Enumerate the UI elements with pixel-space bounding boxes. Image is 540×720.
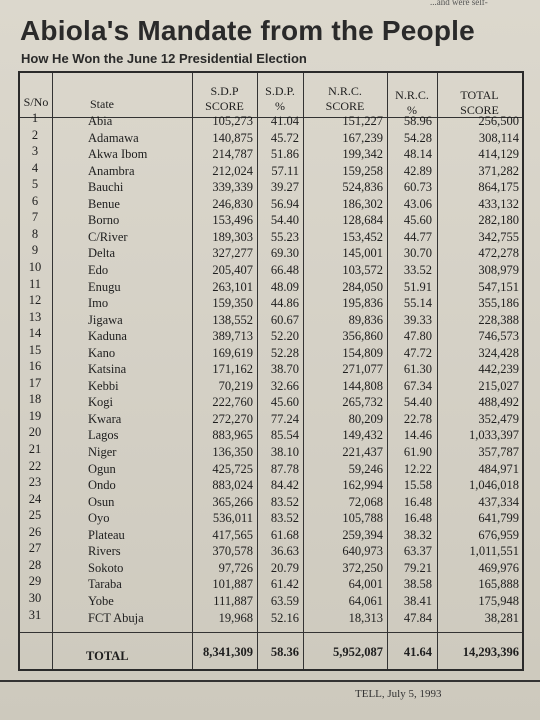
row-state: Kebbi	[88, 378, 119, 393]
row-sdp-score: 153,496	[212, 213, 253, 228]
row-nrc-pct: 61.90	[403, 445, 432, 459]
row-sdp-score: 425,725	[212, 461, 253, 476]
row-nrc-score: 144,808	[342, 378, 383, 393]
row-nrc-score: 64,061	[348, 593, 383, 608]
row-nrc-score: 154,809	[342, 345, 383, 360]
row-sno: 31	[28, 607, 42, 622]
row-total-score: 547,151	[478, 279, 519, 294]
header-nrc-score-line2: SCORE	[325, 99, 365, 113]
row-sdp-score: 138,552	[212, 312, 253, 327]
row-nrc-pct: 14.46	[403, 428, 432, 443]
header-state: State	[90, 97, 114, 111]
row-nrc-score: 640,973	[342, 544, 383, 559]
row-nrc-pct: 60.73	[403, 180, 432, 195]
row-nrc-pct: 54.40	[403, 395, 432, 410]
row-nrc-pct: 44.77	[403, 229, 432, 244]
header-sdp-pct-line2: %	[275, 99, 285, 113]
header-nrc-score-line1: N.R.C.	[328, 84, 362, 98]
row-total-score: 676,959	[478, 527, 519, 542]
row-sno: 26	[28, 524, 42, 539]
row-sdp-score: 263,101	[212, 279, 253, 294]
row-sno: 16	[28, 359, 42, 374]
row-nrc-pct: 58.96	[403, 114, 432, 128]
row-nrc-score: 128,684	[342, 213, 383, 228]
row-state: Ondo	[88, 478, 116, 493]
row-state: Kano	[88, 345, 116, 360]
row-sdp-pct: 55.23	[270, 229, 299, 244]
row-state: Imo	[88, 296, 109, 311]
row-state: Enugu	[88, 279, 121, 294]
row-state: Oyo	[88, 511, 110, 526]
row-sdp-pct: 52.28	[270, 345, 299, 360]
totals-divider	[20, 632, 522, 633]
row-nrc-pct: 51.91	[403, 279, 432, 294]
row-total-score: 442,239	[478, 362, 519, 377]
row-sno: 28	[28, 557, 42, 572]
row-sno: 27	[28, 541, 42, 556]
row-sdp-score: 101,887	[212, 577, 253, 592]
row-nrc-score: 162,994	[342, 478, 383, 493]
row-sdp-pct: 20.79	[270, 560, 299, 575]
row-sdp-score: 105,273	[212, 114, 253, 128]
row-total-score: 641,799	[478, 511, 519, 526]
top-strip	[0, 0, 540, 10]
row-sdp-pct: 61.68	[270, 527, 299, 542]
row-sdp-score: 97,726	[218, 560, 253, 575]
row-nrc-pct: 47.80	[403, 329, 432, 344]
row-total-score: 484,971	[478, 461, 519, 476]
header-total-line1: TOTAL	[460, 88, 499, 102]
row-total-score: 469,976	[478, 560, 519, 575]
row-sdp-score: 339,339	[212, 180, 253, 195]
row-sdp-pct: 61.42	[270, 577, 299, 592]
row-state: Sokoto	[88, 560, 124, 575]
row-nrc-score: 18,313	[348, 610, 383, 625]
totals-nrc-score: 5,952,087	[333, 645, 383, 659]
row-total-score: 352,479	[478, 411, 519, 426]
row-sdp-score: 111,887	[213, 593, 253, 608]
row-sdp-pct: 60.67	[270, 312, 299, 327]
row-nrc-score: 199,342	[342, 147, 383, 162]
row-nrc-pct: 61.30	[403, 362, 432, 377]
row-sdp-score: 389,713	[212, 329, 253, 344]
header-sno: S/No	[23, 95, 49, 109]
row-sno: 5	[31, 177, 39, 192]
row-state: Osun	[88, 494, 115, 509]
header-sdp-pct-line1: S.D.P.	[265, 84, 295, 98]
row-nrc-pct: 38.41	[403, 593, 432, 608]
row-sdp-score: 327,277	[212, 246, 253, 261]
row-total-score: 38,281	[484, 610, 519, 625]
row-sno: 13	[28, 309, 42, 324]
row-sno: 9	[31, 243, 39, 258]
header-total-line2: SCORE	[460, 103, 499, 117]
row-sdp-pct: 83.52	[270, 511, 299, 526]
totals-label: TOTAL	[86, 649, 129, 663]
row-sdp-pct: 36.63	[270, 544, 299, 559]
row-sno: 23	[28, 475, 42, 490]
source-credit: TELL, July 5, 1993	[355, 688, 442, 700]
row-nrc-pct: 63.37	[403, 544, 432, 559]
row-sno: 20	[28, 425, 42, 440]
row-nrc-pct: 12.22	[403, 461, 432, 476]
header-sdp-score-line1: S.D.P	[210, 84, 239, 98]
row-state: Benue	[88, 196, 120, 211]
row-sdp-score: 246,830	[212, 196, 253, 211]
row-nrc-score: 145,001	[342, 246, 383, 261]
row-nrc-score: 80,209	[348, 411, 383, 426]
row-nrc-score: 64,001	[348, 577, 383, 592]
row-state: Bauchi	[88, 180, 124, 195]
totals-sdp-pct: 58.36	[270, 645, 299, 659]
header-nrc-pct-line1: N.R.C.	[395, 88, 429, 102]
row-sdp-pct: 54.40	[270, 213, 299, 228]
row-sdp-pct: 66.48	[270, 262, 299, 277]
row-nrc-score: 59,246	[348, 461, 383, 476]
row-total-score: 371,282	[478, 163, 519, 178]
row-state: Edo	[88, 262, 109, 277]
row-sno: 4	[31, 160, 39, 175]
row-nrc-pct: 54.28	[403, 130, 432, 145]
row-sdp-pct: 32.66	[270, 378, 299, 393]
row-sno: 30	[28, 590, 42, 605]
row-nrc-score: 221,437	[342, 445, 383, 459]
row-total-score: 308,979	[478, 262, 519, 277]
row-sdp-score: 365,266	[212, 494, 253, 509]
row-state: Kwara	[88, 411, 122, 426]
row-sdp-score: 136,350	[212, 445, 253, 459]
row-nrc-score: 265,732	[342, 395, 383, 410]
row-sdp-score: 171,162	[212, 362, 253, 377]
row-nrc-score: 186,302	[342, 196, 383, 211]
row-state: Anambra	[88, 163, 135, 178]
row-total-score: 282,180	[478, 213, 519, 228]
row-sno: 3	[31, 144, 39, 159]
row-total-score: 1,011,551	[469, 544, 519, 559]
row-nrc-score: 103,572	[342, 262, 383, 277]
row-nrc-pct: 79.21	[403, 560, 432, 575]
row-sdp-pct: 45.72	[270, 130, 299, 145]
row-sdp-pct: 52.20	[270, 329, 299, 344]
row-sdp-score: 140,875	[212, 130, 253, 145]
row-nrc-score: 271,077	[342, 362, 383, 377]
row-state: Abia	[88, 114, 113, 128]
row-sno: 1	[31, 111, 39, 125]
row-sno: 25	[28, 508, 42, 523]
row-sdp-pct: 39.27	[270, 180, 299, 195]
row-sdp-score: 212,024	[212, 163, 253, 178]
row-sdp-pct: 48.09	[270, 279, 299, 294]
header-sdp-score-line2: SCORE	[205, 99, 244, 113]
row-sdp-score: 222,760	[212, 395, 253, 410]
row-total-score: 472,278	[478, 246, 519, 261]
row-sno: 2	[31, 127, 39, 142]
row-sdp-pct: 63.59	[270, 593, 299, 608]
row-total-score: 1,046,018	[469, 478, 519, 493]
row-sdp-score: 189,303	[212, 229, 253, 244]
totals-nrc-pct: 41.64	[403, 645, 432, 659]
row-nrc-score: 372,250	[342, 560, 383, 575]
row-total-score: 864,175	[478, 180, 519, 195]
totals-sdp-score: 8,341,309	[203, 645, 253, 659]
row-nrc-score: 195,836	[342, 296, 383, 311]
row-state: Yobe	[88, 593, 114, 608]
row-state: Kaduna	[88, 329, 127, 344]
row-total-score: 433,132	[478, 196, 519, 211]
row-state: Niger	[88, 445, 117, 459]
row-sdp-score: 370,578	[212, 544, 253, 559]
row-total-score: 256,500	[478, 114, 519, 128]
row-state: Lagos	[88, 428, 119, 443]
row-total-score: 1,033,397	[469, 428, 519, 443]
row-nrc-pct: 22.78	[403, 411, 432, 426]
row-sdp-score: 536,011	[212, 511, 253, 526]
row-sdp-score: 883,024	[212, 478, 253, 493]
row-state: Jigawa	[88, 312, 123, 327]
row-sdp-score: 169,619	[212, 345, 253, 360]
row-sdp-score: 19,968	[218, 610, 253, 625]
row-state: Rivers	[88, 544, 121, 559]
row-sdp-pct: 45.60	[270, 395, 299, 410]
row-nrc-score: 356,860	[342, 329, 383, 344]
row-sno: 8	[31, 226, 39, 241]
row-state: Plateau	[88, 527, 125, 542]
row-sno: 7	[31, 210, 39, 225]
row-sdp-pct: 57.11	[271, 163, 299, 178]
row-state: Kogi	[88, 395, 113, 410]
row-nrc-pct: 55.14	[403, 296, 432, 311]
row-nrc-pct: 48.14	[403, 147, 432, 162]
row-total-score: 215,027	[478, 378, 519, 393]
row-nrc-score: 259,394	[342, 527, 383, 542]
row-total-score: 355,186	[478, 296, 519, 311]
row-nrc-pct: 16.48	[403, 494, 432, 509]
row-state: C/River	[88, 229, 128, 244]
row-nrc-pct: 38.58	[403, 577, 432, 592]
row-sno: 24	[28, 491, 42, 506]
row-sno: 12	[28, 293, 42, 308]
row-nrc-pct: 16.48	[403, 511, 432, 526]
row-state: FCT Abuja	[88, 610, 144, 625]
row-total-score: 308,114	[478, 130, 519, 145]
row-sno: 21	[28, 442, 42, 456]
row-nrc-score: 167,239	[342, 130, 383, 145]
row-total-score: 165,888	[478, 577, 519, 592]
row-state: Taraba	[88, 577, 122, 592]
row-nrc-score: 151,227	[342, 114, 383, 128]
row-sno: 29	[28, 574, 42, 589]
row-nrc-pct: 39.33	[403, 312, 432, 327]
row-nrc-score: 159,258	[342, 163, 383, 178]
row-nrc-score: 149,432	[342, 428, 383, 443]
row-sno: 19	[28, 408, 42, 423]
row-sdp-pct: 44.86	[270, 296, 299, 311]
row-total-score: 746,573	[478, 329, 519, 344]
row-sdp-score: 205,407	[212, 262, 253, 277]
row-sdp-score: 70,219	[218, 378, 253, 393]
bottom-rule	[0, 680, 540, 682]
row-total-score: 175,948	[478, 593, 519, 608]
row-nrc-score: 89,836	[348, 312, 383, 327]
row-sno: 18	[28, 392, 42, 407]
row-nrc-score: 72,068	[348, 494, 383, 509]
row-sdp-pct: 85.54	[270, 428, 299, 443]
row-nrc-pct: 47.72	[403, 345, 432, 360]
row-state: Delta	[88, 246, 116, 261]
row-state: Adamawa	[88, 130, 139, 145]
row-nrc-score: 524,836	[342, 180, 383, 195]
row-nrc-score: 105,788	[342, 511, 383, 526]
row-sdp-pct: 87.78	[270, 461, 299, 476]
row-sdp-pct: 56.94	[270, 196, 299, 211]
row-sno: 22	[28, 458, 42, 473]
column-divider	[52, 73, 53, 669]
row-sno: 11	[28, 276, 42, 291]
row-sdp-pct: 51.86	[270, 147, 299, 162]
row-total-score: 414,129	[478, 147, 519, 162]
row-total-score: 437,334	[478, 494, 519, 509]
header-nrc-pct-line2: %	[407, 103, 417, 117]
row-total-score: 342,755	[478, 229, 519, 244]
row-nrc-pct: 15.58	[403, 478, 432, 493]
row-nrc-pct: 33.52	[403, 262, 432, 277]
row-nrc-score: 284,050	[342, 279, 383, 294]
row-state: Akwa Ibom	[88, 147, 148, 162]
row-nrc-pct: 67.34	[403, 378, 432, 393]
row-sdp-pct: 41.04	[270, 114, 299, 128]
row-sno: 15	[28, 342, 42, 357]
top-fragment-text: ...and were self-	[430, 0, 488, 7]
row-sno: 10	[28, 259, 42, 274]
row-sdp-score: 214,787	[212, 147, 253, 162]
results-table	[18, 71, 524, 671]
row-sdp-pct: 83.52	[270, 494, 299, 509]
page-title: Abiola's Mandate from the People	[20, 15, 475, 46]
row-sdp-pct: 38.70	[270, 362, 299, 377]
row-nrc-pct: 45.60	[403, 213, 432, 228]
row-sno: 14	[28, 326, 42, 341]
row-sdp-pct: 69.30	[270, 246, 299, 261]
row-nrc-pct: 30.70	[403, 246, 432, 261]
row-sno: 6	[31, 193, 39, 208]
row-state: Borno	[88, 213, 120, 228]
row-nrc-pct: 38.32	[403, 527, 432, 542]
row-total-score: 357,787	[478, 445, 519, 459]
row-nrc-score: 153,452	[342, 229, 383, 244]
row-sno: 17	[28, 375, 42, 390]
row-total-score: 228,388	[478, 312, 519, 327]
row-state: Ogun	[88, 461, 116, 476]
row-sdp-pct: 84.42	[270, 478, 299, 493]
row-total-score: 488,492	[478, 395, 519, 410]
row-nrc-pct: 42.89	[403, 163, 432, 178]
row-sdp-score: 883,965	[212, 428, 253, 443]
row-sdp-pct: 77.24	[270, 411, 299, 426]
row-sdp-pct: 52.16	[270, 610, 299, 625]
row-state: Katsina	[88, 362, 127, 377]
page-subtitle: How He Won the June 12 Presidential Election	[21, 51, 307, 66]
row-sdp-score: 417,565	[212, 527, 253, 542]
row-total-score: 324,428	[478, 345, 519, 360]
row-nrc-pct: 43.06	[403, 196, 432, 211]
row-nrc-pct: 47.84	[403, 610, 432, 625]
row-sdp-pct: 38.10	[270, 445, 299, 459]
row-sdp-score: 272,270	[212, 411, 253, 426]
totals-total-score: 14,293,396	[462, 645, 519, 659]
row-sdp-score: 159,350	[212, 296, 253, 311]
